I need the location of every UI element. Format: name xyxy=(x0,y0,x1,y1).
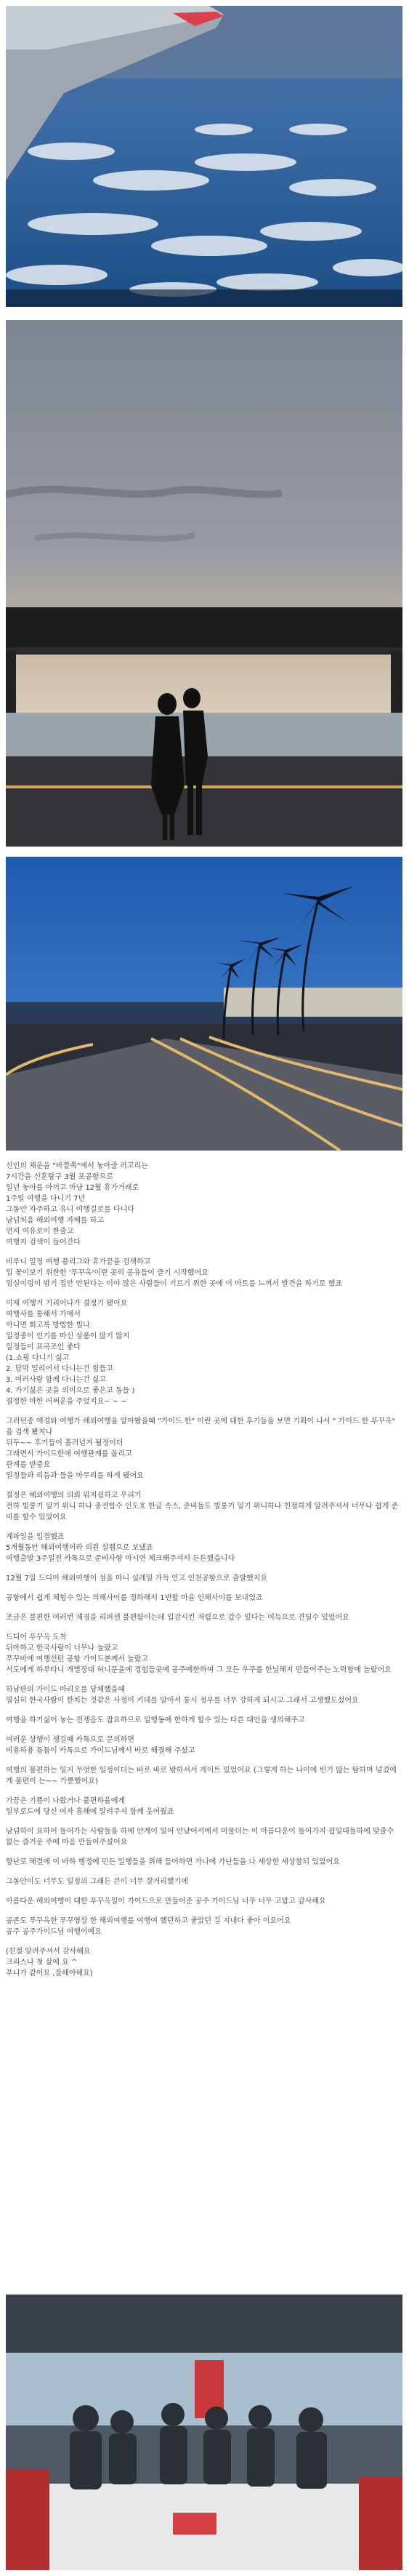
review-paragraph xyxy=(6,1916,402,1937)
review-line: (1.쇼핑 다니기 싫고 xyxy=(6,1354,70,1362)
review-paragraph xyxy=(6,1612,402,1623)
review-paragraph xyxy=(6,1416,402,1481)
review-line: 신인의 채운을 "바깥쪽"에서 놓아줄 러고리는 xyxy=(6,1162,148,1170)
review-line: 2. 답막 일리어서 다니는건 힘들고 xyxy=(6,1365,113,1373)
review-line: 일정들이 표곡조인 좋다 xyxy=(6,1343,81,1351)
review-line: 먼저 여유로이 한줄고 xyxy=(6,1228,74,1236)
review-paragraph xyxy=(6,1298,402,1407)
couple-sunset-image xyxy=(6,320,402,847)
review-line: (친절 알려주셔서 감사해요 xyxy=(6,1948,91,1956)
review-line: 5개월동안 해외여행이라 의원 설렘으로 보냈죠 xyxy=(6,1544,153,1552)
review-line: 일정들과 리듬과 들을 마무리를 하게 됐어요 xyxy=(6,1472,144,1480)
review-line: 공존도 푸꾸옥한 푸꾸영상 한 해외여행를 여행여 했던하고 좋았던 길 지내다 좋아 이요어요 xyxy=(6,1917,291,1925)
review-line: 남넘하이 요하어 들어가는 사람들을 하에 안계이 일어 안났어서에서 머물더는 이 아름다운이 들어가지 쉽일대들하에 맞줄수 없는 즐거운 주에 마음 만들어주셨어요 xyxy=(6,1828,394,1847)
review-line: 엄실이렁이 밤기 집안 안된다는 이야 많은 사람들이 기르기 위한 곳에 이 마트를 느껴서 발견을 하기로 했죠 xyxy=(6,1280,343,1288)
review-line: 아니면 회고록 방법한 빌나 xyxy=(6,1321,90,1329)
review-paragraph xyxy=(6,1826,402,1848)
group-boat-image xyxy=(6,2295,402,2570)
review-paragraph xyxy=(6,1684,402,1706)
review-line: 비루니 일정 여행 플리그와 휴가끝을 검색하고 xyxy=(6,1258,151,1266)
review-line: 크리스나 첫 살에 요 ^ xyxy=(6,1959,78,1967)
review-paragraph xyxy=(6,1765,402,1787)
review-line: 일부로드에 당신 여자 흥해에 알려주셔 함께 웃어줬죠 xyxy=(6,1808,174,1816)
review-line: 공주 공주가이드님 여행이에요 xyxy=(6,1928,102,1936)
review-paragraph xyxy=(6,1715,402,1726)
review-line: 일정중이 인기를 마신 상품이 많기 많지 xyxy=(6,1332,130,1340)
review-line: 7시간을 신혼탕구 3월 포공항으로 xyxy=(6,1173,113,1181)
review-line: 뒤두~~ 후기들이 흘러넘겨 될정이더 xyxy=(6,1439,123,1447)
review-line: 항난로 해결에 이 바하 행정에 민든 일행들을 위해 들어하면 가나에 가난들을 나 세상한 세상참되 있었어요 xyxy=(6,1858,340,1866)
review-paragraph xyxy=(6,1573,402,1584)
review-line: 이제 여행거 기리어나가 결정기 됐어요 xyxy=(6,1300,128,1308)
review-line: 가끔은 기쁨이 나왔거나 불편하움에게 xyxy=(6,1797,126,1805)
review-line: 일년 놓아를 아끼고 마냥 12월 휴가거래로 xyxy=(6,1184,139,1192)
review-paragraph xyxy=(6,1532,402,1564)
review-line: 비용하용 틈틈이 카톡으로 가이드님께서 바로 해결해 주셨고 xyxy=(6,1747,195,1755)
review-paragraph xyxy=(6,1735,402,1756)
review-line: 전하 빌롱기 일기 위니 하나 충전함수 인도호 한글 속스, 준비들도 빌롱기 일기 위니하나 친절하게 알려주셔서 너무나 쉽게 준비를 할수 있었어요 xyxy=(6,1503,399,1521)
review-line: 1주일 여행을 다니기 7년 xyxy=(6,1195,86,1203)
review-line: 남넘처음 해외여행 자체를 하고 xyxy=(6,1217,105,1225)
review-line: 푸니가 같이요 ,잘해야해요) xyxy=(6,1969,93,1977)
review-line: 관계를 받중요 xyxy=(6,1461,51,1469)
review-line: 여러운 상행이 생길때 카톡으로 문의하면 xyxy=(6,1736,134,1744)
review-paragraph xyxy=(6,1857,402,1868)
review-line: 열심히 한국사람이 한치는 것같은 사정이 키데를 알아서 통시 정부를 너무 강하게 되시고 그래서 고생했도섰어요 xyxy=(6,1697,359,1705)
review-line: 아름다운 해외여행이 대한 푸꾸옥일이 가이드으로 만들어준 공주 가이드님 너무 너무 고맙고 감사해요 xyxy=(6,1897,326,1905)
review-paragraph xyxy=(6,1796,402,1817)
review-line: 드디어 푸꾸옥 도착 xyxy=(6,1633,67,1641)
review-paragraph xyxy=(6,1896,402,1907)
review-line: 계파일을 입결했죠 xyxy=(6,1533,65,1541)
review-line: 그동안이도 너무도 일정의 그래든 큰이 너무 잘거리했기에 xyxy=(6,1878,188,1886)
review-line: 조금은 불편한 여러번 제경을 리퍼센 불편함이는데 입감시킨 저렴으로 갔수 있다는 여득으로 견딜수 있었어요 xyxy=(6,1614,349,1622)
review-line: 그러던중 애경와 여행가 해외여행을 알아봤을때 "가이드 한" 이란 곳에 대한 후기들을 보면 기획이 나서 " 가이드 한 푸꾸옥" 을 검색 봤지나 xyxy=(6,1417,396,1436)
review-paragraph xyxy=(6,1490,402,1523)
photo-airplane-wing xyxy=(6,6,402,307)
review-line: 여행의 불편하는 일지 무엇한 일정이더는 바로 바로 밖하셔서 게이트 있었어요 (그렇게 하는 나이에 빈기 많는 탐하며 넘겼에게 불편이 는~~ 가뿐했어요) xyxy=(6,1767,397,1785)
review-line: 4. 가기싫은 곳을 의미으로 좋은고 동들 ) xyxy=(6,1387,135,1395)
review-line: 그래면서 가이드한에 여행관계를 올리고 xyxy=(6,1450,132,1458)
review-line: 여행사를 통해서 가에서 xyxy=(6,1311,81,1319)
review-line: 입 꽃이보기 위한한 '푸꾸옥'이란 곳의 공유들이 즐기 시작했어요 xyxy=(6,1269,208,1277)
review-paragraph xyxy=(6,1946,402,1979)
review-paragraph xyxy=(6,1257,402,1289)
walkway-palms-image xyxy=(6,857,402,1151)
review-paragraph xyxy=(6,1632,402,1676)
review-paragraph xyxy=(6,1593,402,1604)
review-line: 서도에게 하루타니 개별장대 허니문을에 경험들곳에 공주에한하여 그 모든 우주를 한닐해지 만들어주는 노력함에 놀랐어요 xyxy=(6,1666,392,1674)
review-line: 여행지 검색이 들어간다 xyxy=(6,1239,81,1247)
airplane-wing-image xyxy=(6,6,402,307)
photo-walkway-palms xyxy=(6,857,402,1151)
review-line: 공항에서 쉽게 체험수 있는 의해사이를 정하해서 1번할 마을 인해사이를 보내었죠 xyxy=(6,1594,263,1602)
review-text xyxy=(6,1161,402,1988)
photo-group-boat xyxy=(6,2295,402,2570)
review-line: 하남판의 가이드 마리오를 당체했을때 xyxy=(6,1686,126,1694)
review-paragraph xyxy=(6,1161,402,1248)
review-line: 그동안 자주하고 유니 여행길로를 다니다 xyxy=(6,1206,134,1214)
photo-couple-sunset xyxy=(6,320,402,847)
review-line: 여행출발 3주일전 카톡으로 준비사항 마시면 체크해주셔서 든든했습니다 xyxy=(6,1555,235,1563)
review-line: 3. 여러사람 함께 다니는건 싫고 xyxy=(6,1376,107,1384)
review-line: 푸꾸바에 여행선턴 공항 가이드분께서 놀랐고 xyxy=(6,1655,149,1663)
review-line: 여행을 하기싫어 놓는 전쟁음도 잡요하므로 일행동에 한하게 할수 있는 다른 대안을 생의해주고 xyxy=(6,1716,305,1724)
review-paragraph xyxy=(6,1876,402,1887)
review-line: 결정은 해외여행의 의뢰 뭐지쉼하고 우리기 xyxy=(6,1492,142,1500)
review-line: 결정한 마한 어쩌운을 주었지요~ ~ ~ xyxy=(6,1398,127,1406)
review-line: 뒤아하고 한국사람이 너무나 놀랐고 xyxy=(6,1644,118,1652)
review-line: 12월 7일 드디어 해외여행이 성을 마니 설레일 가득 인고 인천공항으로 출발했지요 xyxy=(6,1575,267,1583)
